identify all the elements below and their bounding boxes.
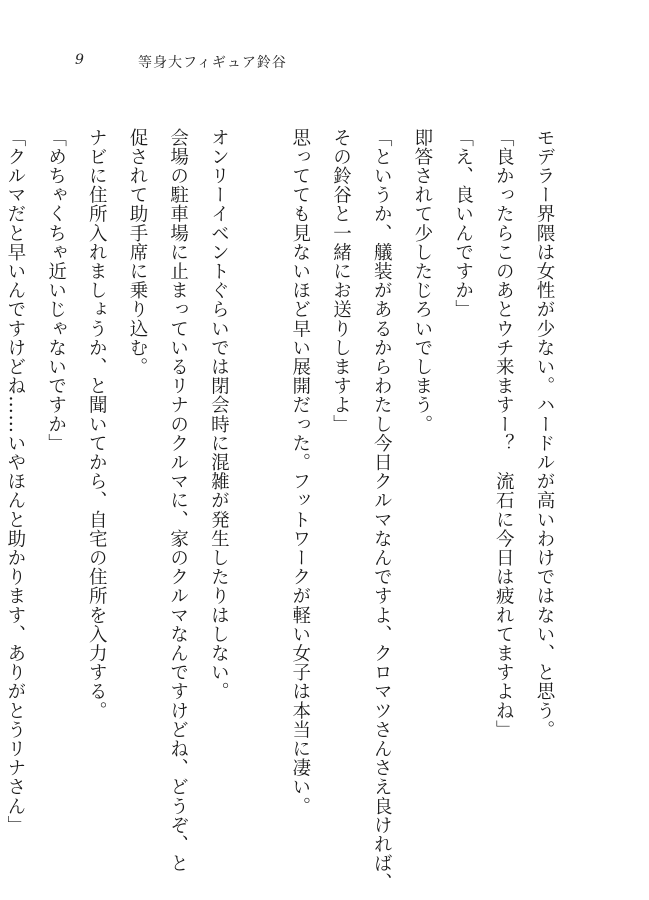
- text-line: その鈴谷と一緒にお送りしますよ」: [330, 128, 352, 434]
- text-line: 思ってても見ないほど早い展開だった。フットワークが軽い女子は本当に凄い。: [289, 128, 311, 816]
- text-line: オンリーイベントぐらいでは閉会時に混雑が発生したりはしない。: [208, 128, 230, 701]
- text-line: 「めちゃくちゃ近いじゃないですか」: [45, 128, 67, 453]
- running-title: 等身大フィギュア鈴谷: [138, 55, 287, 71]
- text-line: モデラー界隈は女性が少ない。ハードルが高いわけではない、と思う。: [534, 128, 555, 740]
- page-number: 9: [75, 52, 84, 68]
- text-line: 「良かったらこのあとウチ来ますー？ 流石に今日は疲れてますよね」: [493, 128, 515, 740]
- text-line: ナビに住所入れましょうか、と聞いてから、自宅の住所を入力する。: [86, 128, 108, 721]
- text-line: 「というか、艤装があるからわたし今日クルマなんですよ、クロマツさんさえ良ければ、: [371, 128, 393, 892]
- text-line: 促されて助手席に乗り込む。: [126, 128, 148, 377]
- text-line: 即答されて少したじろいでしまう。: [411, 128, 433, 434]
- blank-line: [238, 128, 279, 828]
- text-line: 「え、良いんですか」: [452, 128, 474, 319]
- text-line: 「クルマだと早いんですけどね……いやほんと助かります、ありがとうリナさん」: [4, 128, 26, 835]
- text-line: 会場の駐車場に止まっているリナのクルマに、家のクルマなんですけどね、どうぞ、と: [167, 128, 189, 873]
- body-text: [0, 128, 564, 892]
